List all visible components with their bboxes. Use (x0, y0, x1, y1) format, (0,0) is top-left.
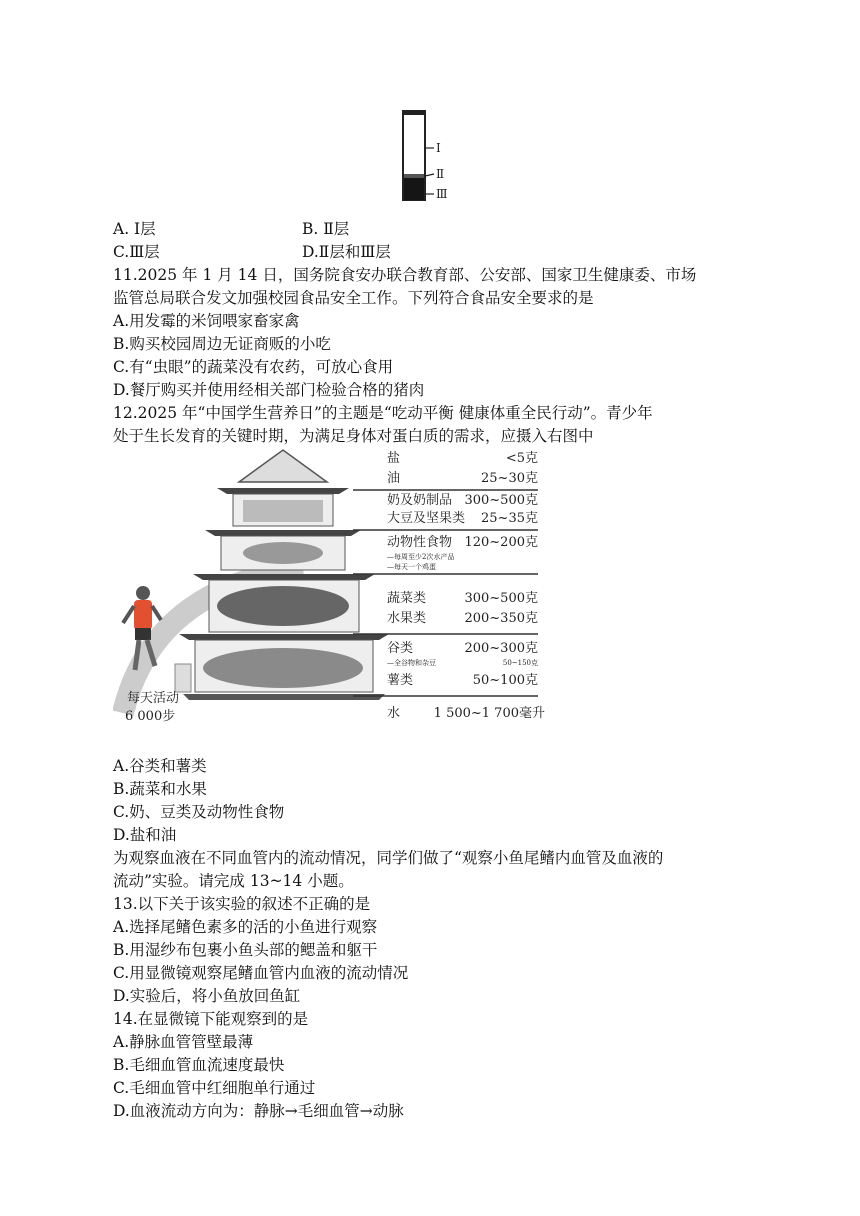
pyramid-soy-amount: 25~35克 (481, 511, 538, 526)
q11-option-a: A.用发霉的米饲喂家畜家禽 (113, 312, 300, 330)
food-pyramid-figure (113, 438, 553, 726)
pyramid-animal-note2: —每天一个鸡蛋 (387, 563, 436, 571)
q14-option-b: B.毛细血管血流速度最快 (113, 1056, 285, 1074)
q12-option-d: D.盐和油 (113, 826, 177, 844)
activity-steps: 6 000步 (125, 709, 176, 724)
q12-option-b: B.蔬菜和水果 (113, 780, 207, 798)
pyramid-animal-amount: 120~200克 (464, 535, 538, 550)
q12-option-a: A.谷类和薯类 (113, 757, 207, 775)
q11-option-d: D.餐厅购买并使用经相关部门检验合格的猪肉 (113, 381, 425, 399)
q14-option-c: C.毛细血管中红细胞单行通过 (113, 1079, 316, 1097)
q12-option-c: C.奶、豆类及动物性食物 (113, 803, 285, 821)
pyramid-animal-note1: —每周至少2次水产品 (387, 553, 455, 561)
q13-stem: 13.以下关于该实验的叙述不正确的是 (113, 895, 371, 913)
q14-option-d: D.血液流动方向为：静脉→毛细血管→动脉 (113, 1102, 404, 1120)
q10-option-d: D.Ⅱ层和Ⅲ层 (302, 243, 391, 261)
pyramid-grain-label: 谷类 (387, 641, 414, 656)
q12-stem-line1: 12.2025 年“中国学生营养日”的主题是“吃动平衡 健康体重全民行动”。青少年 (113, 404, 653, 422)
pyramid-grain-note: —全谷物和杂豆 (387, 659, 436, 667)
q13-option-b: B.用湿纱布包裹小鱼头部的鳃盖和躯干 (113, 941, 378, 959)
pyramid-oil-label: 油 (387, 471, 401, 486)
tube-label-3: Ⅲ (436, 187, 448, 201)
pyramid-veg-label: 蔬菜类 (387, 591, 427, 606)
intro-line1: 为观察血液在不同血管内的流动情况，同学们做了“观察小鱼尾鳍内血管及血液的 (113, 849, 664, 867)
pyramid-animal-label: 动物性食物 (387, 535, 453, 550)
intro-line2: 流动”实验。请完成 13~14 小题。 (113, 872, 354, 890)
q14-stem: 14.在显微镜下能观察到的是 (113, 1010, 309, 1028)
test-tube-figure (398, 108, 462, 204)
q10-option-c: C.Ⅲ层 (113, 243, 160, 261)
q12-stem-line2: 处于生长发育的关键时期，为满足身体对蛋白质的需求，应摄入右图中 (113, 427, 594, 445)
pyramid-salt-amount: <5克 (505, 451, 538, 466)
q10-option-a: A. Ⅰ层 (113, 220, 156, 238)
pyramid-fruit-label: 水果类 (387, 611, 427, 626)
q11-stem-line1: 11.2025 年 1 月 14 日，国务院食安办联合教育部、公安部、国家卫生健康委、市场 (113, 266, 697, 284)
pyramid-tuber-label: 薯类 (387, 673, 414, 688)
activity-label: 每天活动 (127, 691, 180, 706)
pyramid-soy-label: 大豆及坚果类 (387, 511, 466, 526)
pyramid-tiers (175, 450, 389, 700)
pyramid-water-amount: 1 500~1 700毫升 (433, 706, 545, 721)
q11-stem-line2: 监管总局联合发文加强校园食品安全工作。下列符合食品安全要求的是 (113, 289, 594, 307)
q11-option-c: C.有“虫眼”的蔬菜没有农药，可放心食用 (113, 358, 394, 376)
tube-label-2: Ⅱ (436, 167, 445, 181)
pyramid-tuber-amount: 50~100克 (472, 673, 538, 688)
pyramid-grain-amount: 200~300克 (464, 641, 538, 656)
pyramid-milk-label: 奶及奶制品 (387, 493, 453, 508)
q10-option-b: B. Ⅱ层 (302, 220, 350, 238)
q14-option-a: A.静脉血管管壁最薄 (113, 1033, 254, 1051)
pyramid-salt-label: 盐 (387, 451, 401, 466)
q11-option-b: B.购买校园周边无证商贩的小吃 (113, 335, 331, 353)
pyramid-water-label: 水 (387, 706, 401, 721)
pyramid-milk-amount: 300~500克 (464, 493, 538, 508)
q13-option-a: A.选择尾鳍色素多的活的小鱼进行观察 (113, 918, 378, 936)
tube-label-1: Ⅰ (436, 141, 441, 155)
pyramid-oil-amount: 25~30克 (481, 471, 538, 486)
pyramid-veg-amount: 300~500克 (464, 591, 538, 606)
pyramid-fruit-amount: 200~350克 (464, 611, 538, 626)
pyramid-grain-note-amount: 50~150克 (502, 659, 538, 667)
q13-option-d: D.实验后，将小鱼放回鱼缸 (113, 987, 301, 1005)
q13-option-c: C.用显微镜观察尾鳍血管内血液的流动情况 (113, 964, 409, 982)
